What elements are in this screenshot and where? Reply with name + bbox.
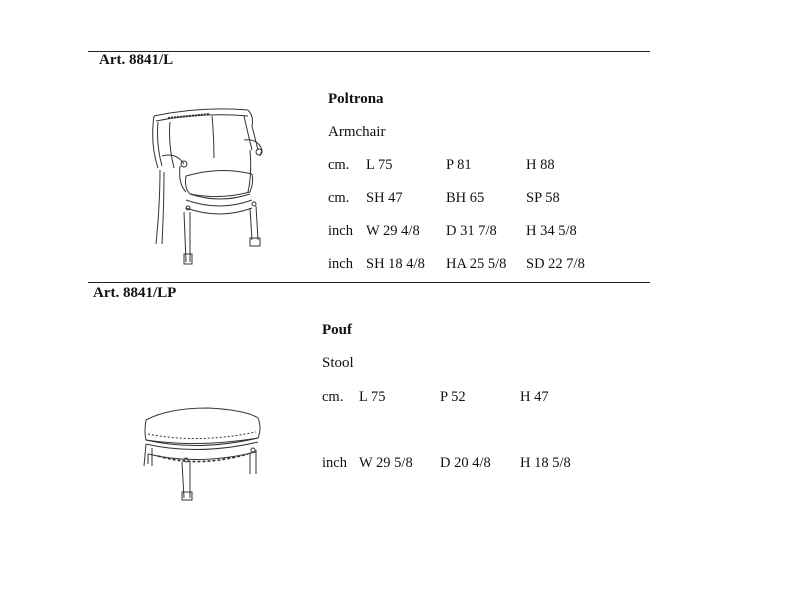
unit-label: cm. [328, 157, 350, 173]
dimension-value: SD 22 7/8 [526, 256, 585, 272]
article-number: Art. 8841/LP [93, 285, 177, 301]
dimension-value: SH 47 [366, 190, 403, 206]
product-name: Pouf [322, 322, 352, 338]
article-number: Art. 8841/L [99, 52, 174, 68]
product-subtitle: Stool [322, 355, 354, 371]
dimension-value: SH 18 4/8 [366, 256, 425, 272]
stool-drawing [138, 404, 268, 504]
unit-label: inch [322, 455, 347, 471]
armchair-drawing [140, 104, 280, 274]
product-name: Poltrona [328, 91, 384, 107]
unit-label: inch [328, 223, 353, 239]
dimension-value: L 75 [359, 389, 386, 405]
dimension-value: HA 25 5/8 [446, 256, 507, 272]
product-subtitle: Armchair [328, 124, 386, 140]
dimension-value: L 75 [366, 157, 393, 173]
dimension-value: BH 65 [446, 190, 485, 206]
dimension-value: P 52 [440, 389, 466, 405]
unit-label: cm. [322, 389, 344, 405]
dimension-value: P 81 [446, 157, 472, 173]
dimension-value: H 34 5/8 [526, 223, 577, 239]
dimension-value: W 29 5/8 [359, 455, 413, 471]
dimension-value: H 88 [526, 157, 555, 173]
dimension-value: H 18 5/8 [520, 455, 571, 471]
dimension-value: H 47 [520, 389, 549, 405]
section-rule [88, 282, 650, 283]
dimension-value: W 29 4/8 [366, 223, 420, 239]
dimension-value: D 20 4/8 [440, 455, 491, 471]
unit-label: inch [328, 256, 353, 272]
unit-label: cm. [328, 190, 350, 206]
dimension-value: SP 58 [526, 190, 560, 206]
dimension-value: D 31 7/8 [446, 223, 497, 239]
